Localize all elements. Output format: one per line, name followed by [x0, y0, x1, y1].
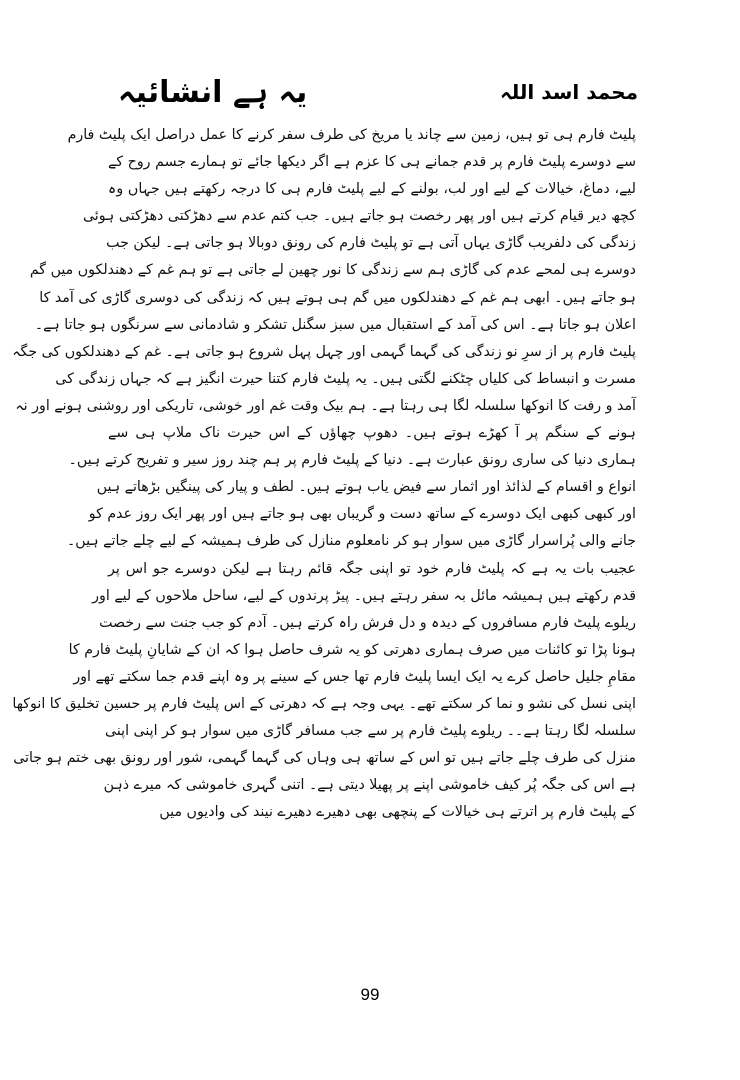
- text-line: جانے والی پُراسرار گاڑی میں سوار ہو کر نامعلوم منازل کی طرف ہمیشہ کے لیے چلے جاتے ہیں۔: [66, 533, 636, 550]
- text-line: اعلان ہو جاتا ہے۔ اس کی آمد کے استقبال میں سبز سگنل تشکر و شادمانی سے سرنگوں ہو جاتا ہے۔: [34, 316, 636, 333]
- text-line: ہماری دنیا کی ساری رونق عبارت ہے۔ دنیا کے پلیٹ فارم پر ہم چند روز سیر و تفریح کرتے ہیں۔: [68, 452, 636, 469]
- text-line: مسرت و انبساط کی کلیاں چٹکنے لگتی ہیں۔ یہ پلیٹ فارم کتنا حیرت انگیز ہے کہ جہاں زندگی کی: [55, 370, 636, 387]
- text-line: منزل کی طرف چلے جاتے ہیں تو اس کے ساتھ ہی وہاں کی گہما گہمی، شور اور رونق بھی ختم ہو جاتی: [13, 750, 636, 767]
- text-line: ہو جاتے ہیں۔ ابھی ہم غم کے دھندلکوں میں گم ہی ہوتے ہیں کہ زندگی کی دوسری گاڑی کی آمد کا: [39, 289, 636, 306]
- author-name: محمد اسد اللہ: [499, 80, 638, 104]
- text-line: کچھ دیر قیام کرتے ہیں اور پھر رخصت ہو جاتے ہیں۔ جب کتم عدم سے دھڑکتی دھڑکتی ہوئی: [82, 208, 636, 225]
- text-line: ہونے کے سنگم پر آ کھڑے ہوتے ہیں۔ دھوپ چھاؤں کے اس حیرت ناک ملاپ ہی سے: [108, 425, 636, 442]
- text-line: دوسرے ہی لمحے عدم کی گاڑی ہم سے زندگی کا نور چھین لے جاتی ہے تو ہم غم کے دھندلکوں میں گم: [29, 262, 636, 279]
- text-line: کے پلیٹ فارم پر اترتے ہی خیالات کے پنچھی بھی دھیرے دھیرے نیند کی وادیوں میں: [159, 804, 636, 821]
- text-line: پلیٹ فارم ہی تو ہیں، زمین سے چاند یا مریخ کی طرف سفر کرنے کا عمل دراصل ایک پلیٹ فارم: [67, 127, 636, 143]
- text-line: انواع و اقسام کے لذائذ اور اثمار سے فیض یاب ہوتے ہیں۔ لطف و پیار کی پینگیں بڑھاتے ہیں: [96, 479, 636, 496]
- text-line: لیے، دماغ، خیالات کے لیے اور لب، بولنے کے لیے پلیٹ فارم ہی کا درجہ رکھتے ہیں جہاں وہ: [108, 181, 636, 198]
- text-line: زندگی کی دلفریب گاڑی یہاں آتی ہے تو پلیٹ فارم کی رونق دوبالا ہو جاتی ہے۔ لیکن جب: [106, 235, 636, 252]
- text-line: ہے اس کی جگہ پُر کیف خاموشی اپنے پر پھیلا دیتی ہے۔ اتنی گہری خاموشی کہ میرے ذہن: [103, 777, 636, 794]
- text-line: سے دوسرے پلیٹ فارم پر قدم جمانے ہی کا عزم ہے اگر دیکھا جائے تو ہمارے جسم روح کے: [108, 154, 636, 171]
- text-line: ریلوے پلیٹ فارم مسافروں کے دیدہ و دل فرش راہ کرتے ہیں۔ آدم کو جب جنت سے رخصت: [99, 614, 636, 631]
- text-line: پلیٹ فارم پر از سرِ نو زندگی کی گہما گہمی اور چہل پہل شروع ہو جاتی ہے۔ غم کے دھندلکوں کی جگہ: [12, 343, 636, 360]
- text-line: عجیب بات یہ ہے کہ پلیٹ فارم خود تو اپنی جگہ قائم رہتا ہے لیکن دوسرے جو اس پر: [108, 560, 636, 577]
- page-header: [118, 68, 638, 116]
- essay-title: یہ ہے انشائیہ: [118, 74, 308, 110]
- text-line: سلسلہ لگا رہتا ہے۔۔ ریلوے پلیٹ فارم پر سے جب مسافر گاڑی میں سوار ہو کر اپنی اپنی: [105, 723, 636, 740]
- essay-body: [12, 122, 636, 957]
- text-line: اپنی نسل کی نشو و نما کر سکتے تھے۔ یہی وجہ ہے کہ دھرتی کے اس پلیٹ فارم پر حسین تخلیق کا انوکھا: [12, 695, 636, 712]
- text-line: مقامِ جلیل حاصل کرے یہ ایک ایسا پلیٹ فارم تھا جس کے سینے پر وہ اپنے قدم جما سکتے تھے اور: [73, 668, 636, 685]
- text-line: آمد و رفت کا انوکھا سلسلہ لگا ہی رہتا ہے۔ ہم بیک وقت غم اور خوشی، تاریکی اور روشنی ہونے اور نہ: [15, 397, 636, 414]
- text-line: اور کبھی کبھی ایک دوسرے کے ساتھ دست و گریباں بھی ہو جاتے ہیں اور پھر ایک روز عدم کو: [88, 506, 636, 523]
- page-number: 99: [360, 985, 380, 1004]
- text-line: قدم رکھتے ہیں ہمیشہ مائل بہ سفر رہتے ہیں۔ پیڑ پرندوں کے لیے، ساحل ملاحوں کے لیے اور: [92, 587, 636, 604]
- text-line: ہونا پڑا تو کائنات میں صرف ہماری دھرتی کو یہ شرف حاصل ہوا کہ ان کے شایانِ پلیٹ فارم کا: [68, 641, 636, 658]
